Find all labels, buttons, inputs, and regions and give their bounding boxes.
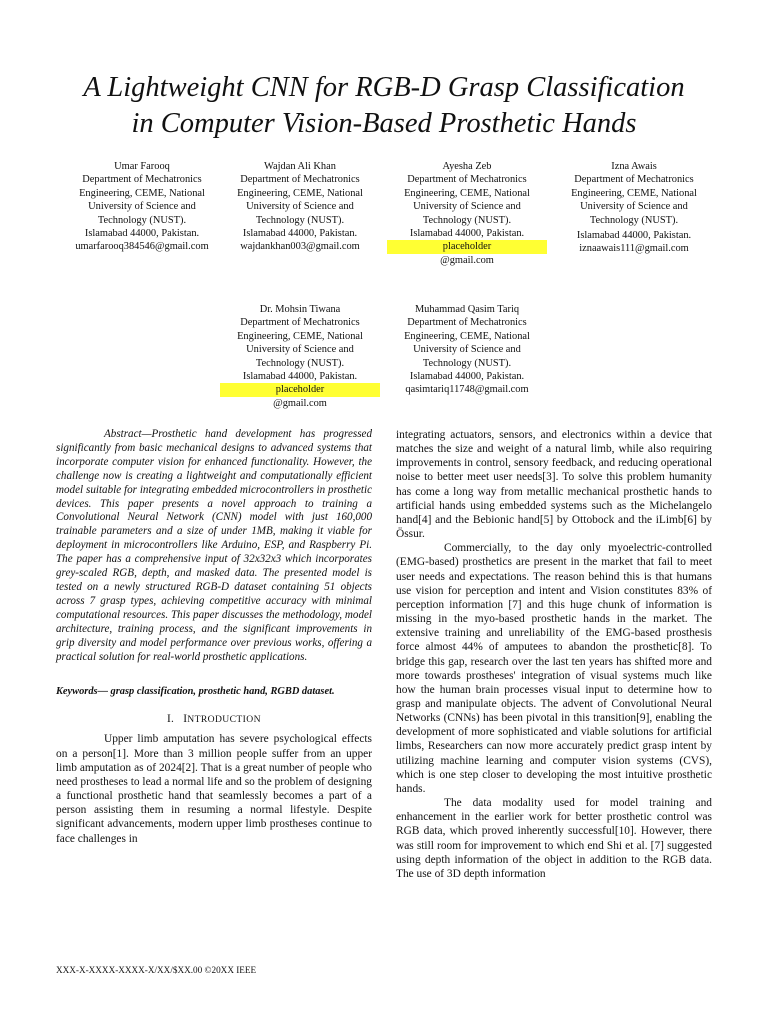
keywords-paragraph: Keywords— grasp classification, prosthetic hand, RGBD dataset. bbox=[56, 686, 335, 698]
paper-title bbox=[40, 70, 728, 142]
author-email[interactable] bbox=[387, 383, 547, 396]
author-location: Islamabad 44000, Pakistan. bbox=[242, 228, 358, 240]
author-location: Islamabad 44000, Pakistan. bbox=[409, 228, 525, 240]
author-name: Dr. Mohsin Tiwana bbox=[259, 304, 341, 315]
author-affiliation-line: University of Science and bbox=[246, 201, 354, 213]
body-paragraph: Upper limb amputation has severe psychological effects on a person[1]. More than 3 million people suffer from an upper limb amputation as of 2024[2]. That is a great number of people who need prostheses to lead a normal life and so the problem of designing a functional prosthetic hand that seamlessly becomes a part of a person assisting them in resuming a normal lifestyle. Despite significant advancements, modern upper limb prostheses continue to face challenges in bbox=[56, 733, 372, 845]
author-affiliation-line: Technology (NUST). bbox=[255, 214, 345, 226]
body-paragraph: Commercially, to the day only myoelectric-controlled (EMG-based) prosthetics are present in the market that fail to meet user needs and expectations. The reason behind this is that humans use vision for perception and intent and Vision constitutes 83% of perception information [7] and this huge chunk of information is missing in the myo-based prosthetic hands in the market. The extensive training and unreliability of the EMG-based prosthesis force almost 44% of amputees to abandon the prosthetic[8]. To bridge this gap, research over the last ten years has shifted more and more towards prostheses' integration of visual systems much like how the human brain processes visual input to determine how to grasp and manipulate objects. The advent of Convolutional Neural Networks (CNNs) has been pivotal in this transition[9], enabling the development of more sophisticated and viable solutions for artificial limbs, Researchers can now more accurately predict grasp intent by utilizing machine learning and computer vision systems (CVS), which is one step closer to developing the most intuitive prosthetic hands. bbox=[396, 542, 712, 795]
email-placeholder-highlight: placeholder bbox=[387, 240, 547, 253]
author-email-text: @gmail.com bbox=[440, 254, 494, 266]
author-email[interactable] bbox=[220, 240, 380, 253]
author-email-text: qasimtariq11748@gmail.com bbox=[405, 384, 529, 396]
author-affiliation-line: Technology (NUST). bbox=[97, 214, 187, 226]
author-affiliation-line: Technology (NUST). bbox=[422, 357, 512, 369]
email-placeholder-highlight: placeholder bbox=[220, 383, 380, 396]
author-email[interactable] bbox=[62, 240, 222, 253]
section-heading-introduction bbox=[56, 712, 372, 727]
author-block-5 bbox=[220, 303, 380, 410]
author-affiliation-line: Department of Mechatronics bbox=[82, 174, 202, 186]
author-email[interactable] bbox=[554, 242, 714, 255]
author-block-4 bbox=[554, 160, 714, 256]
body-paragraph: integrating actuators, sensors, and electronics within a device that matches the size and weight of a natural limb, while also requiring improvements in control, sensory feedback, and reducing operational noise to better meet user needs[3]. To solve this problem humanity has come a long way from metallic mechanical prosthetic hands to artificial hands using embedded systems such as the Michelangelo hand[4] and the Bebionic hand[5] by Ottobock and the iLimb[6] by Össur. bbox=[396, 429, 712, 541]
author-affiliation-line: Engineering, CEME, National bbox=[79, 187, 205, 199]
right-column bbox=[396, 428, 712, 881]
author-affiliation-line: University of Science and bbox=[413, 201, 521, 213]
author-affiliation-line: Engineering, CEME, National bbox=[404, 330, 530, 342]
author-affiliation-line: University of Science and bbox=[88, 201, 196, 213]
author-name: Ayesha Zeb bbox=[442, 161, 492, 172]
author-name: Izna Awais bbox=[611, 161, 657, 172]
title-line-1: A Lightweight CNN for RGB-D Grasp Classification bbox=[83, 72, 685, 103]
author-block-6 bbox=[387, 303, 547, 397]
author-affiliation-line: Engineering, CEME, National bbox=[237, 330, 363, 342]
author-location: Islamabad 44000, Pakistan. bbox=[242, 371, 358, 383]
author-affiliation-line: University of Science and bbox=[246, 344, 354, 356]
author-email-text: @gmail.com bbox=[273, 397, 327, 409]
author-email-text: wajdankhan003@gmail.com bbox=[240, 241, 360, 253]
author-email-text: iznaawais111@gmail.com bbox=[579, 243, 689, 255]
author-affiliation-line: Department of Mechatronics bbox=[407, 174, 527, 186]
author-block-1 bbox=[62, 160, 222, 254]
author-affiliation-line: Department of Mechatronics bbox=[574, 174, 694, 186]
left-column bbox=[56, 428, 372, 846]
author-name: Muhammad Qasim Tariq bbox=[414, 304, 520, 315]
author-affiliation-line: University of Science and bbox=[580, 201, 688, 213]
author-affiliation-line: Department of Mechatronics bbox=[240, 317, 360, 329]
author-affiliation-line: Engineering, CEME, National bbox=[237, 187, 363, 199]
author-name: Wajdan Ali Khan bbox=[264, 161, 336, 172]
author-email[interactable] bbox=[220, 383, 380, 410]
abstract-paragraph: Abstract—Prosthetic hand development has progressed significantly from basic mechanical designs to advanced systems that incorporate computer vision for enhanced functionality. However, the challenge now is creating a lightweight and computationally efficient model suitable for integrating embedded microcontrollers in prosthetic devices. This paper presents a novel approach to training a Convolutional Neural Network (CNN) model with just 160,000 trainable parameters and a size of under 1MB, making it viable for deployment in microcontrollers like Arduino, ESP, and Raspberry Pi. The paper has a comprehensive input of 32x32x3 which incorporates grey-scaled RGB, depth, and masked data. The presented model is tested on a newly structured RGB-D dataset containing 51 objects across 7 grasp types, achieving competitive accuracy with minimal computational resources. This paper discusses the methodology, model architecture, training process, and the significant improvements in grip diversity and model performance over previous works, offering a practical solution for real-world prosthetic applications. bbox=[56, 428, 372, 663]
author-affiliation-line: Technology (NUST). bbox=[589, 214, 679, 226]
author-affiliation-line: Engineering, CEME, National bbox=[571, 187, 697, 199]
copyright-footer: XXX-X-XXXX-XXXX-X/XX/$XX.00 ©20XX IEEE bbox=[56, 965, 257, 975]
author-location: Islamabad 44000, Pakistan. bbox=[84, 228, 200, 240]
author-location: Islamabad 44000, Pakistan. bbox=[409, 371, 525, 383]
section-title-initial: I bbox=[183, 713, 188, 726]
author-name: Umar Farooq bbox=[114, 161, 170, 172]
author-affiliation-line: Engineering, CEME, National bbox=[404, 187, 530, 199]
section-numeral: I. bbox=[167, 713, 175, 726]
section-title-rest: NTRODUCTION bbox=[187, 714, 261, 726]
author-affiliation-line: Technology (NUST). bbox=[422, 214, 512, 226]
author-email-text: umarfarooq384546@gmail.com bbox=[75, 241, 209, 253]
body-paragraph: The data modality used for model training and enhancement in the earlier work for better prosthetic control was RGB data, which proved inherently successful[10]. However, there was still room for improvement to which end Shi et al. [7] suggested using depth information of the object in addition to the RGB data. The use of 3D depth information bbox=[396, 797, 712, 880]
author-affiliation-line: Technology (NUST). bbox=[255, 357, 345, 369]
author-block-3 bbox=[387, 160, 547, 267]
author-affiliation-line: Department of Mechatronics bbox=[240, 174, 360, 186]
author-email[interactable] bbox=[387, 240, 547, 267]
author-block-2 bbox=[220, 160, 380, 254]
author-location: Islamabad 44000, Pakistan. bbox=[576, 230, 692, 242]
author-affiliation-line: University of Science and bbox=[413, 344, 521, 356]
author-affiliation-line: Department of Mechatronics bbox=[407, 317, 527, 329]
title-line-2: in Computer Vision-Based Prosthetic Hands bbox=[131, 108, 637, 139]
